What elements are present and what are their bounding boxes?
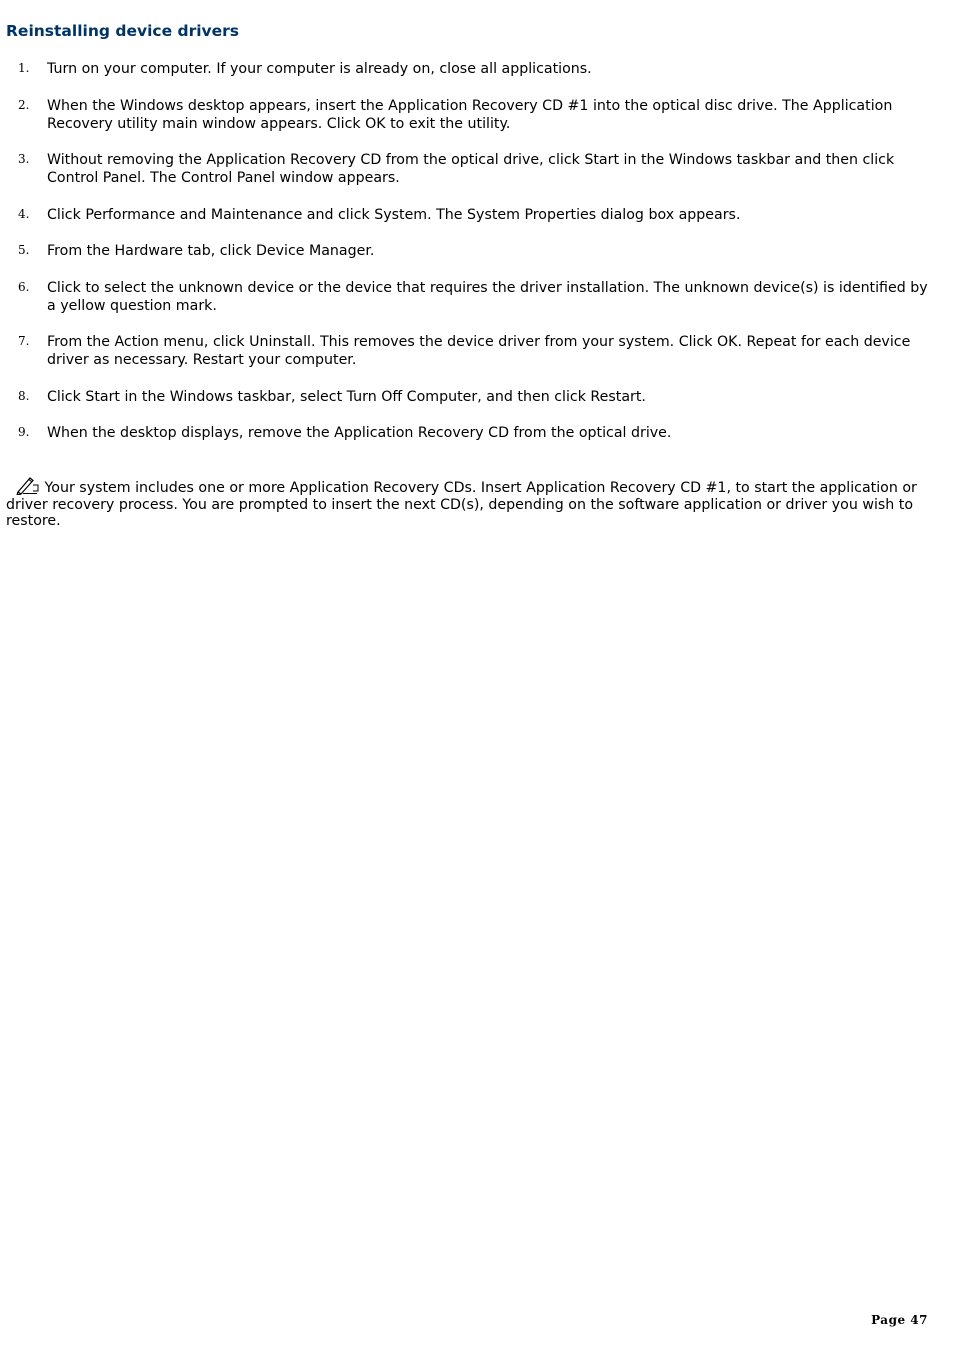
- note-paragraph: [6, 475, 950, 530]
- step-text: Click Performance and Maintenance and click System. The System Properties dialog box appears.: [47, 206, 741, 223]
- step-item: [0, 279, 940, 315]
- step-item: [0, 242, 940, 260]
- step-text: Without removing the Application Recovery CD from the optical drive, click Start in the Windows taskbar and then click Control Panel. The Control Panel window appears.: [47, 152, 895, 186]
- step-text: Click Start in the Windows taskbar, select Turn Off Computer, and then click Restart.: [47, 388, 646, 405]
- step-item: [0, 97, 940, 133]
- step-number: 3.: [18, 152, 30, 166]
- step-text: When the Windows desktop appears, insert the Application Recovery CD #1 into the optical disc drive. The Application Recovery utility main window appears. Click OK to exit the utility.: [47, 97, 893, 132]
- note-pencil-icon: [14, 475, 40, 495]
- step-number: 5.: [18, 243, 30, 257]
- step-number: 1.: [18, 61, 30, 75]
- step-item: [0, 60, 940, 78]
- step-number: 2.: [18, 97, 30, 112]
- page-number: Page 47: [871, 1313, 928, 1327]
- step-text: Click to select the unknown device or the device that requires the driver installation. The unknown device(s) is identified by a yellow question mark.: [47, 279, 928, 314]
- step-number: 6.: [18, 279, 30, 294]
- step-item: [0, 333, 940, 369]
- step-text: From the Action menu, click Uninstall. This removes the device driver from your system. Click OK. Repeat for each device driver as necessary. Restart your computer.: [47, 334, 911, 368]
- step-text: From the Hardware tab, click Device Manager.: [47, 243, 375, 259]
- step-text: When the desktop displays, remove the Application Recovery CD from the optical drive.: [47, 425, 672, 441]
- step-text: Turn on your computer. If your computer is already on, close all applications.: [47, 61, 592, 77]
- step-item: [0, 424, 940, 442]
- step-item: [0, 206, 940, 224]
- step-item: [0, 388, 940, 406]
- page-title: Reinstalling device drivers: [6, 22, 240, 40]
- instruction-steps: [0, 60, 940, 461]
- step-number: 7.: [18, 334, 30, 348]
- step-item: [0, 151, 940, 187]
- note-text: Your system includes one or more Application Recovery CDs. Insert Application Recovery CD #1, to start the application or driver recovery process. You are prompted to insert the next CD(s), depending on the software application or driver you wish to restore.: [6, 480, 917, 530]
- step-number: 9.: [18, 425, 30, 439]
- step-number: 8.: [18, 388, 30, 403]
- step-number: 4.: [18, 206, 30, 221]
